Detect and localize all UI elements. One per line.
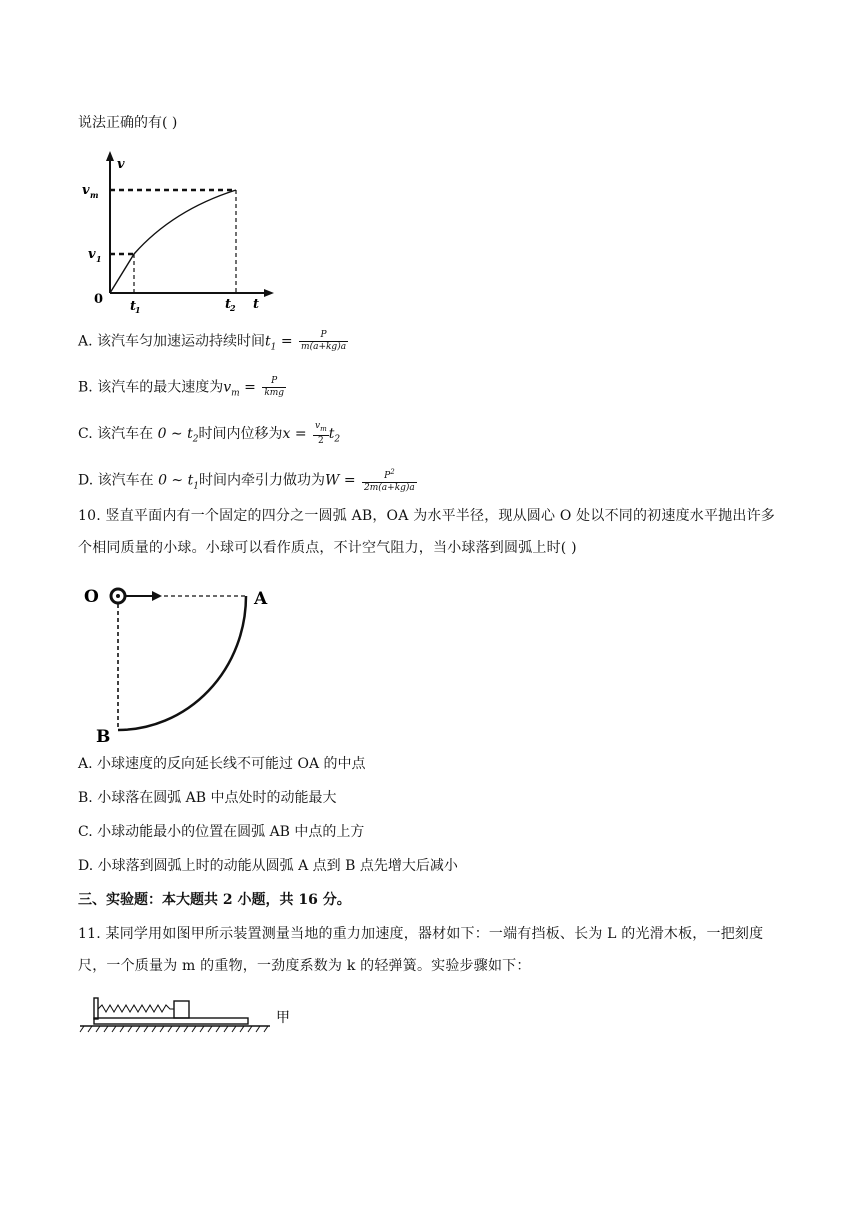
velocity-time-graph [78, 148, 278, 318]
q10-option-b: B. 小球落在圆弧 AB 中点处时的动能最大 [78, 790, 337, 806]
t2-label: t [225, 297, 232, 312]
vm-label: v [82, 183, 90, 198]
t2-subscript: 2 [230, 303, 236, 313]
figure-3-label: 甲 [276, 1010, 290, 1026]
quarter-arc-diagram [80, 582, 280, 747]
origin-label: 0 [94, 292, 104, 307]
t1-label: t [130, 299, 137, 314]
label-o: O [84, 587, 99, 607]
q10-option-a: A. 小球速度的反向延长线不可能过 OA 的中点 [78, 756, 366, 772]
axis-v-label: v [117, 157, 125, 172]
q9-option-d: D. 该汽车在 0 ∼ $t_1$时间内牵引力做功为W = $\frac{P^2}{2m(a+kg)a}$ [78, 468, 415, 493]
q9-option-d-fraction: $\frac{P^2}{2m(a+kg)a}$ [364, 468, 415, 493]
q9-option-c-fraction: $\frac{v_m}{2}$ [315, 421, 327, 446]
v1-subscript: 1 [96, 254, 102, 264]
q11-stem: 11. 某同学用如图甲所示装置测量当地的重力加速度，器材如下：一端有挡板、长为 L 的光滑木板，一把刻度尺，一个质量为 m 的重物，一劲度系数为 k 的轻弹簧。实验步骤如下： [78, 926, 764, 974]
label-a: A [254, 589, 268, 609]
label-b: B [96, 727, 111, 747]
q9-option-b: B. 该汽车的最大速度为$v_m$ = $\frac{P}{\text{kmg}}$ [78, 376, 285, 399]
axis-t-label: t [253, 297, 260, 312]
q9-stem-tail: 说法正确的有( ) [78, 115, 178, 131]
q9-option-b-fraction: $\frac{P}{\text{kmg}}$ [264, 376, 285, 398]
q10-option-d: D. 小球落到圆弧上时的动能从圆弧 A 点到 B 点先增大后减小 [78, 858, 458, 874]
section-3-title: 三、实验题：本大题共 2 小题，共 16 分。 [78, 892, 351, 908]
q10-option-c: C. 小球动能最小的位置在圆弧 AB 中点的上方 [78, 824, 365, 840]
v1-label: v [88, 247, 96, 262]
t1-subscript: 1 [135, 305, 141, 315]
q9-option-a-fraction: $\frac{P}{m(a+kg)a}$ [301, 330, 347, 352]
spring-board-diagram [78, 995, 298, 1037]
q9-option-a: A. 该汽车匀加速运动持续时间$t_1$ = $\frac{P}{m(a+kg)a}$ [78, 330, 347, 353]
vm-subscript: m [90, 190, 99, 200]
q9-option-c: C. 该汽车在 0 ∼ $t_2$时间内位移为x = $\frac{v_m}{2}$ $t_2$ [78, 421, 341, 446]
q10-stem: 10. 竖直平面内有一个固定的四分之一圆弧 AB，OA 为水平半径，现从圆心 O 处以不同的初速度水平抛出许多个相同质量的小球。小球可以看作质点，不计空气阻力，当小球落到圆弧上时( ) [78, 508, 775, 556]
